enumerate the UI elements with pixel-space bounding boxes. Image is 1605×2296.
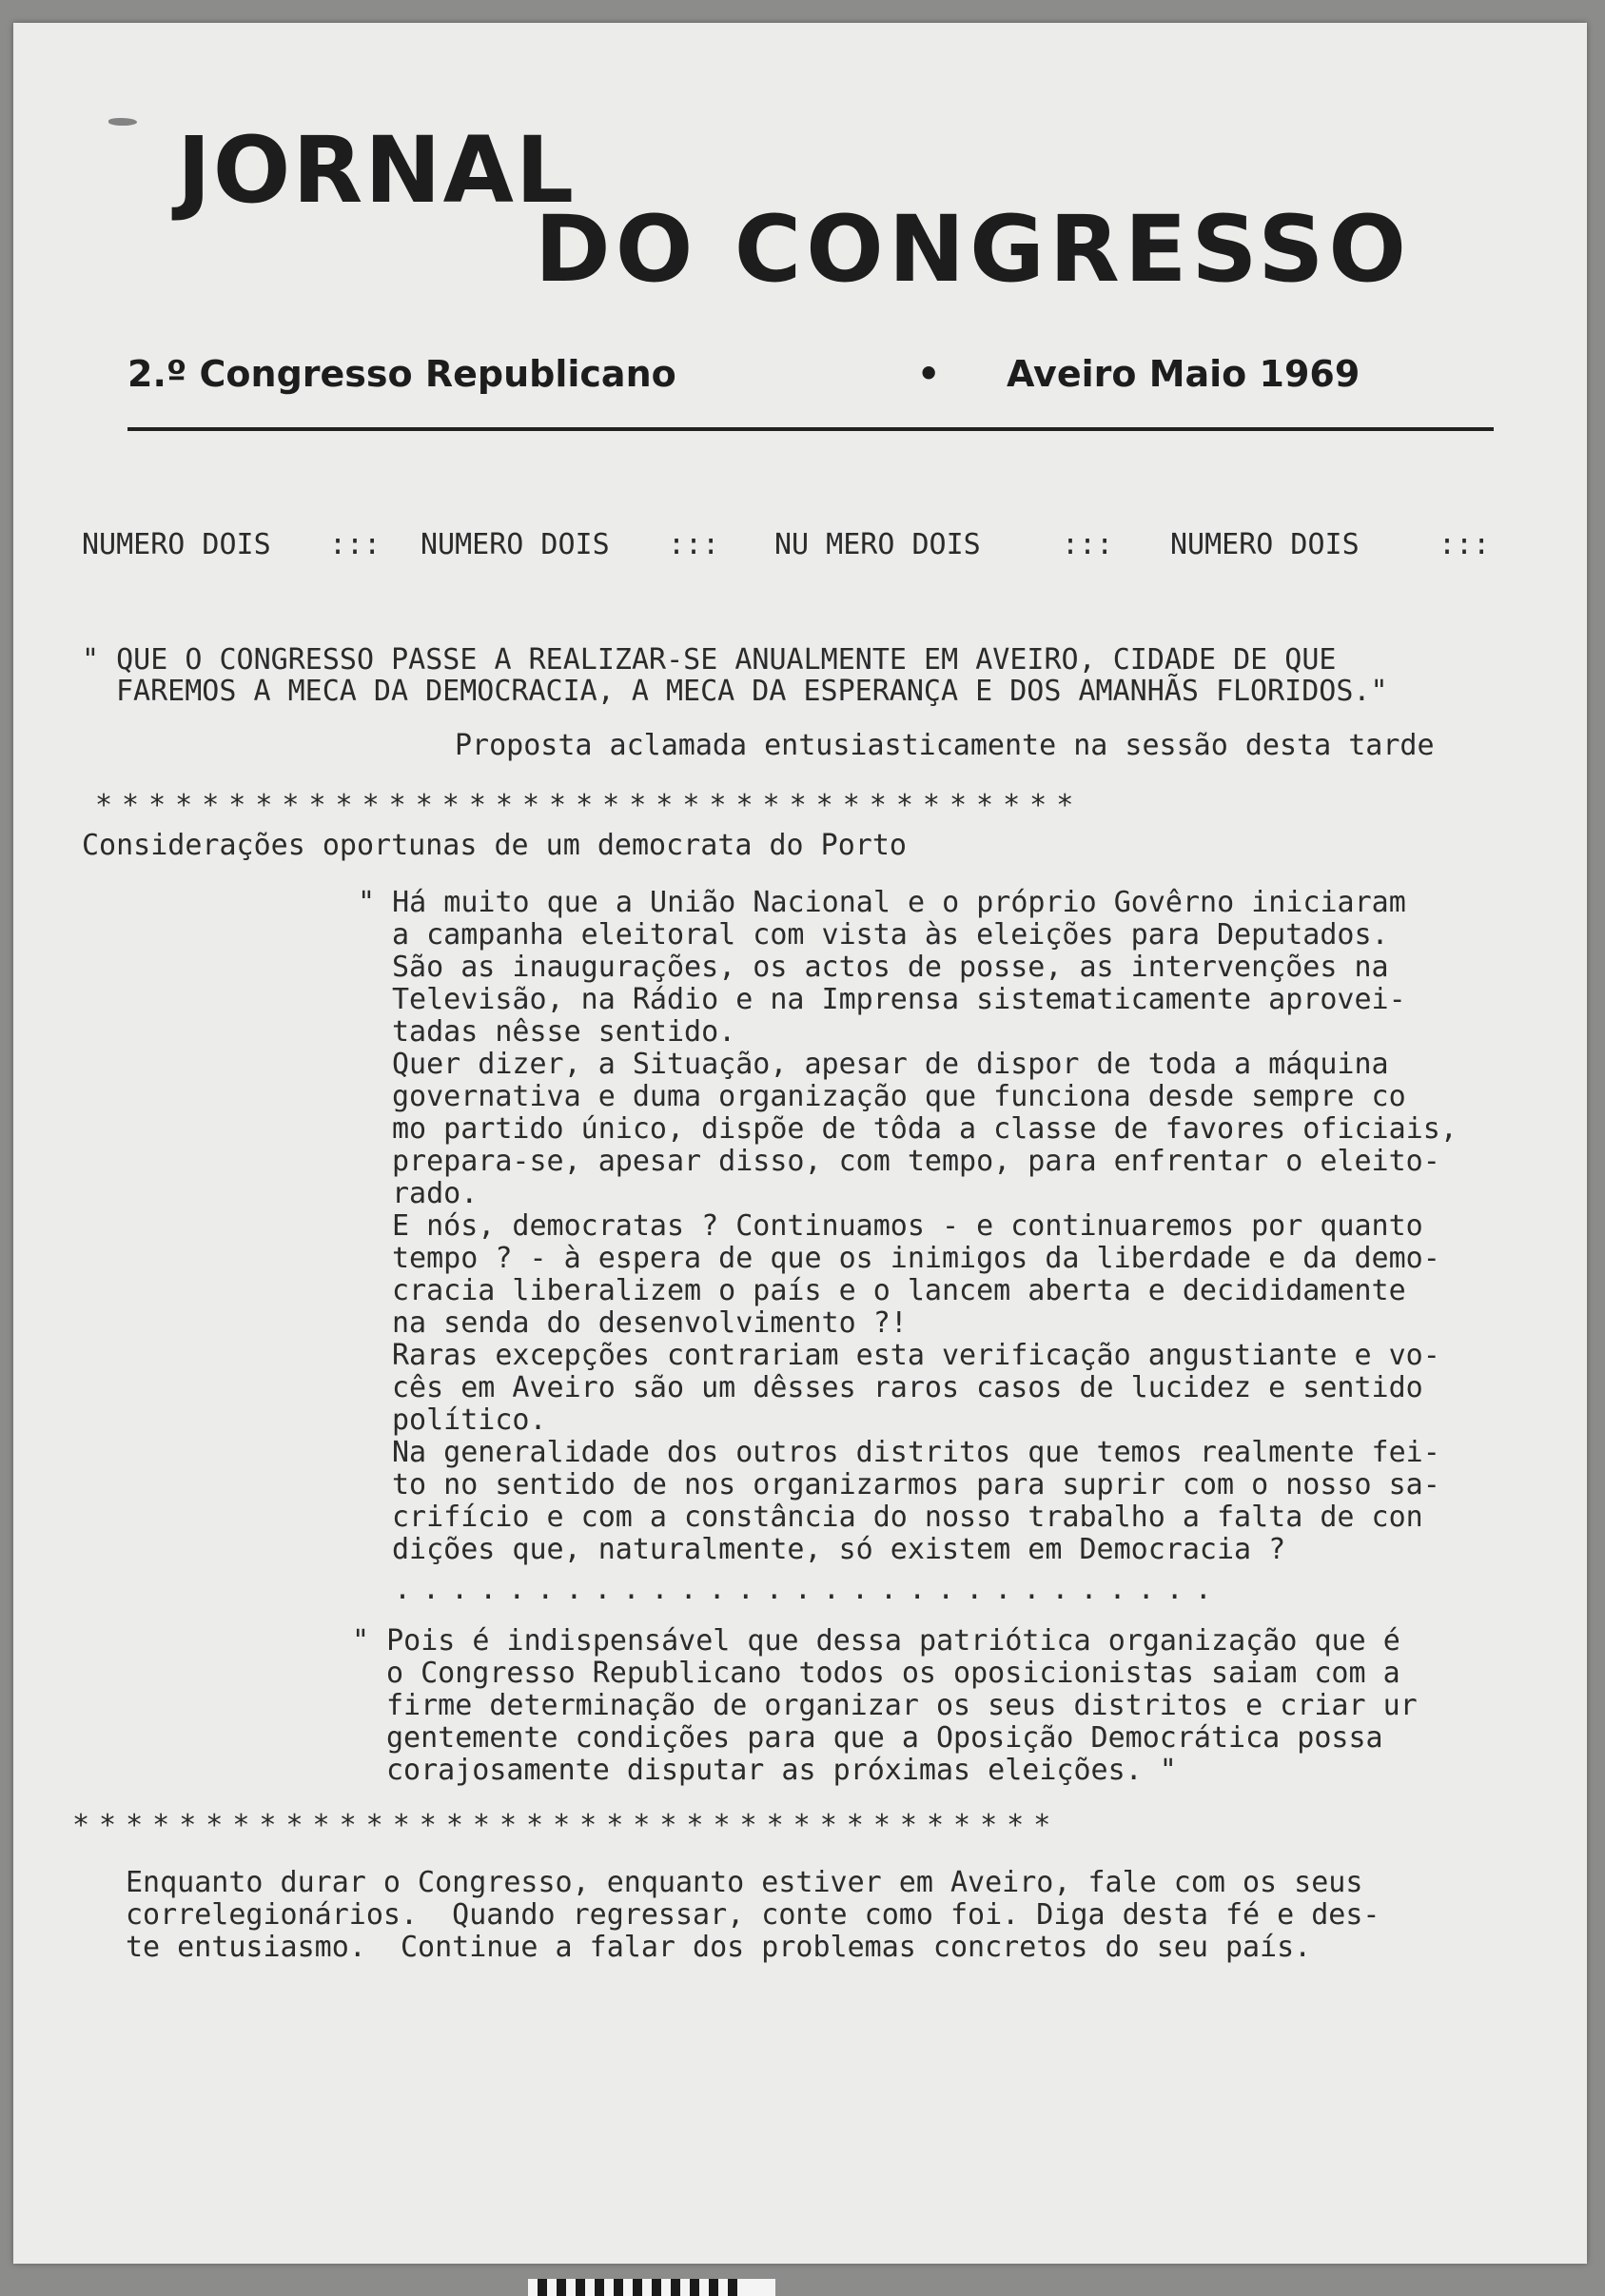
star-separator: ************************************* (95, 789, 1084, 822)
newspaper-sheet (13, 23, 1587, 2264)
closing-line: Enquanto durar o Congresso, enquanto estiver em Aveiro, fale com os seus (126, 1866, 1363, 1899)
letter-closing-line: corajosamente disputar as próximas eleições. " (386, 1754, 1177, 1787)
letter-closing-line: " Pois é indispensável que dessa patriótica organização que é (352, 1624, 1400, 1658)
letter-line: E nós, democratas ? Continuamos - e continuaremos por quanto (392, 1209, 1423, 1243)
quote-line: " QUE O CONGRESSO PASSE A REALIZAR-SE ANUALMENTE EM AVEIRO, CIDADE DE QUE (82, 643, 1337, 677)
ellipsis-divider: ............................. (394, 1573, 1223, 1606)
letter-line: político. (392, 1403, 547, 1437)
letter-line: tempo ? - à espera de que os inimigos da liberdade e da demo- (392, 1242, 1440, 1275)
scale-ruler-end (737, 2279, 775, 2296)
issue-label: NUMERO DOIS (82, 528, 271, 561)
masthead-title-line1: JORNAL (177, 117, 577, 224)
letter-line: Raras excepções contrariam esta verificação angustiante e vo- (392, 1339, 1440, 1372)
letter-closing-line: o Congresso Republicano todos os oposicionistas saiam com a (386, 1657, 1400, 1690)
letter-line: a campanha eleitoral com vista às eleições para Deputados. (392, 918, 1389, 952)
subheading-congress: 2.º Congresso Republicano (127, 353, 676, 395)
subheading-separator: • (917, 353, 941, 395)
closing-line: correlegionários. Quando regressar, conte como foi. Diga desta fé e des- (126, 1898, 1380, 1932)
masthead-title-line2: DO CONGRESSO (535, 196, 1411, 303)
closing-line: te entusiasmo. Continue a falar dos problemas concretos do seu país. (126, 1931, 1312, 1964)
letter-line: mo partido único, dispõe de tôda a classe de favores oficiais, (392, 1112, 1458, 1146)
letter-line: governativa e duma organização que funciona desde sempre co (392, 1080, 1406, 1113)
letter-line: Na generalidade dos outros distritos que temos realmente fei- (392, 1436, 1440, 1469)
letter-line: na senda do desenvolvimento ?! (392, 1306, 908, 1340)
issue-separator: ::: (329, 528, 382, 561)
letter-line: rado. (392, 1177, 479, 1210)
letter-line: São as inaugurações, os actos de posse, as intervenções na (392, 951, 1389, 984)
letter-line: to no sentido de nos organizarmos para suprir com o nosso sa- (392, 1468, 1440, 1501)
letter-line: cracia liberalizem o país e o lancem aberta e decididamente (392, 1274, 1406, 1307)
issue-label: NUMERO DOIS (1170, 528, 1360, 561)
quote-line: FAREMOS A MECA DA DEMOCRACIA, A MECA DA ESPERANÇA E DOS AMANHÃS FLORIDOS." (116, 675, 1388, 708)
letter-closing-line: firme determinação de organizar os seus distritos e criar ur (386, 1689, 1418, 1722)
letter-line: cês em Aveiro são um dêsses raros casos de lucidez e sentido (392, 1371, 1423, 1404)
issue-separator: ::: (1062, 528, 1114, 561)
subheading-place-date: Aveiro Maio 1969 (1007, 353, 1360, 395)
letter-line: Televisão, na Rádio e na Imprensa sistematicamente aprovei- (392, 983, 1406, 1016)
letter-line: Quer dizer, a Situação, apesar de dispor de toda a máquina (392, 1048, 1389, 1081)
letter-line: prepara-se, apesar disso, com tempo, para enfrentar o eleito- (392, 1145, 1440, 1178)
section-title: Considerações oportunas de um democrata do Porto (82, 829, 907, 862)
star-separator: ************************************* (72, 1809, 1061, 1842)
letter-line: crifício e com a constância do nosso trabalho a falta de con (392, 1501, 1423, 1534)
issue-separator: ::: (1439, 528, 1491, 561)
letter-line: tadas nêsse sentido. (392, 1015, 736, 1049)
letter-closing-line: gentemente condições para que a Oposição Democrática possa (386, 1721, 1383, 1755)
masthead-rule (127, 427, 1494, 431)
issue-label: NU MERO DOIS (774, 528, 981, 561)
letter-line: " Há muito que a União Nacional e o próprio Govêrno iniciaram (358, 886, 1406, 919)
quote-attribution: Proposta aclamada entusiasticamente na sessão desta tarde (455, 729, 1435, 762)
scale-ruler (528, 2279, 737, 2296)
letter-line: dições que, naturalmente, só existem em Democracia ? (392, 1533, 1286, 1566)
issue-label: NUMERO DOIS (421, 528, 610, 561)
ink-mark (108, 118, 137, 126)
issue-separator: ::: (668, 528, 720, 561)
